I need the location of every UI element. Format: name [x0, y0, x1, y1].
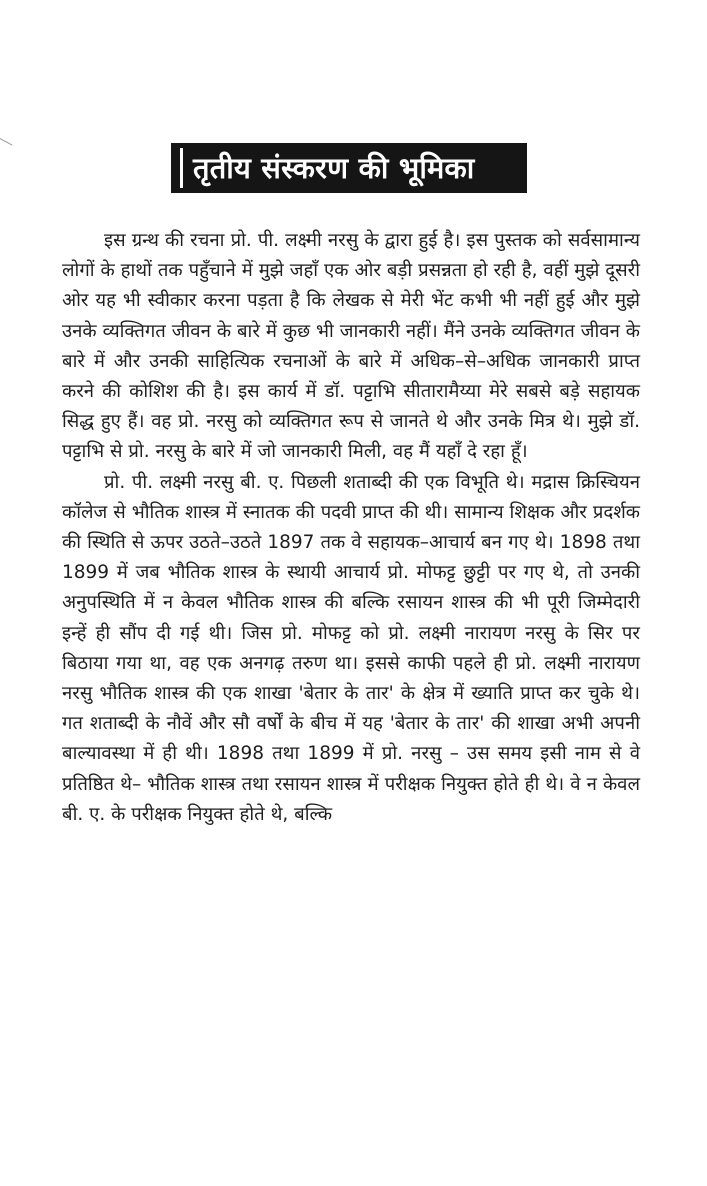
title-banner	[171, 143, 527, 193]
scan-edge-mark	[0, 138, 12, 156]
paragraph-2: प्रो. पी. लक्ष्मी नरसु बी. ए. पिछली शताब्दी की एक विभूति थे। मद्रास क्रिस्चियन कॉलेज से भौतिक शास्त्र में स्नातक की पदवी प्राप्त की थी। सामान्य शिक्षक और प्रदर्शक की स्थिति से ऊपर उठते–उठते 1897 तक वे सहायक–आचार्य बन गए थे। 1898 तथा 1899 में जब भौतिक शास्त्र के स्थायी आचार्य प्रो. मोफट्ट छुट्टी पर गए थे, तो उनकी अनुपस्थिति में न केवल भौतिक शास्त्र की बल्कि रसायन शास्त्र की भी पूरी जिम्मेदारी इन्हें ही सौंप दी गई थी। जिस प्रो. मोफट्ट को प्रो. लक्ष्मी नारायण नरसु के सिर पर बिठाया गया था, वह एक अनगढ़ तरुण था। इससे काफी पहले ही प्रो. लक्ष्मी नारायण नरसु भौतिक शास्त्र की एक शाखा 'बेतार के तार' के क्षेत्र में ख्याति प्राप्त कर चुके थे। गत शताब्दी के नौवें और सौ वर्षों के बीच में यह 'बेतार के तार' की शाखा अभी अपनी बाल्यावस्था में ही थी। 1898 तथा 1899 में प्रो. नरसु – उस समय इसी नाम से वे प्रतिष्ठित थे– भौतिक शास्त्र तथा रसायन शास्त्र में परीक्षक नियुक्त होते ही थे। वे न केवल बी. ए. के परीक्षक नियुक्त होते थे, बल्कि	[62, 471, 640, 825]
body-text	[62, 226, 640, 830]
paragraph-1: इस ग्रन्थ की रचना प्रो. पी. लक्ष्मी नरसु के द्वारा हुई है। इस पुस्तक को सर्वसामान्य लोगों के हाथों तक पहुँचाने में मुझे जहाँ एक ओर बड़ी प्रसन्नता हो रही है, वहीं मुझे दूसरी ओर यह भी स्वीकार करना पड़ता है कि लेखक से मेरी भेंट कभी भी नहीं हुई और मुझे उनके व्यक्तिगत जीवन के बारे में कुछ भी जानकारी नहीं। मैंने उनके व्यक्तिगत जीवन के बारे में और उनकी साहित्यिक रचनाओं के बारे में अधिक–से–अधिक जानकारी प्राप्त करने की कोशिश की है। इस कार्य में डॉ. पट्टाभि सीतारामैय्या मेरे सबसे बड़े सहायक सिद्ध हुए हैं। वह प्रो. नरसु को व्यक्तिगत रूप से जानते थे और उनके मित्र थे। मुझे डॉ. पट्टाभि से प्रो. नरसु के बारे में जो जानकारी मिली, वह मैं यहाँ दे रहा हूँ।	[62, 230, 640, 463]
page-title: तृतीय संस्करण की भूमिका	[193, 151, 475, 185]
